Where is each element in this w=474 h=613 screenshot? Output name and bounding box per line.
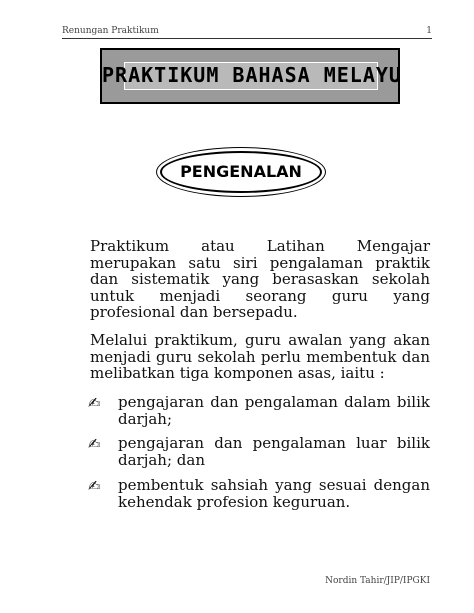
- list-item-text: pembentuk sahsiah yang sesuai dengan kehendak profesion keguruan.: [118, 476, 430, 511]
- header-title: Renungan Praktikum: [62, 26, 159, 36]
- list-item-text: pengajaran dan pengalaman luar bilik darjah; dan: [118, 434, 430, 469]
- writing-hand-icon: ✍: [88, 394, 101, 412]
- list-item: [88, 476, 430, 511]
- paragraph-components-intro: [90, 332, 430, 382]
- list-item: [88, 434, 430, 469]
- section-heading-oval: [160, 151, 322, 193]
- paragraph-text: Praktikum atau Latihan Mengajar merupakan satu siri pengalaman praktik dan sistematik yang berasaskan sekolah untuk menjadi seorang guru yang profesional dan bersepadu.: [90, 237, 430, 321]
- page-footer: Nordin Tahir/JIP/IPGKI: [325, 576, 430, 586]
- page-number: 1: [426, 26, 432, 36]
- document-title: PRAKTIKUM BAHASA MELAYU: [102, 63, 402, 87]
- writing-hand-icon: ✍: [88, 435, 101, 453]
- section-heading: PENGENALAN: [180, 162, 302, 181]
- paragraph-intro: [90, 238, 430, 321]
- list-item-text: pengajaran dan pengalaman dalam bilik darjah;: [118, 393, 430, 428]
- title-banner: [100, 48, 400, 104]
- paragraph-text: Melalui praktikum, guru awalan yang akan menjadi guru sekolah perlu membentuk dan melibatkan tiga komponen asas, iaitu :: [90, 331, 430, 382]
- writing-hand-icon: ✍: [88, 477, 101, 495]
- page-header: [62, 26, 432, 39]
- list-item: [88, 393, 430, 428]
